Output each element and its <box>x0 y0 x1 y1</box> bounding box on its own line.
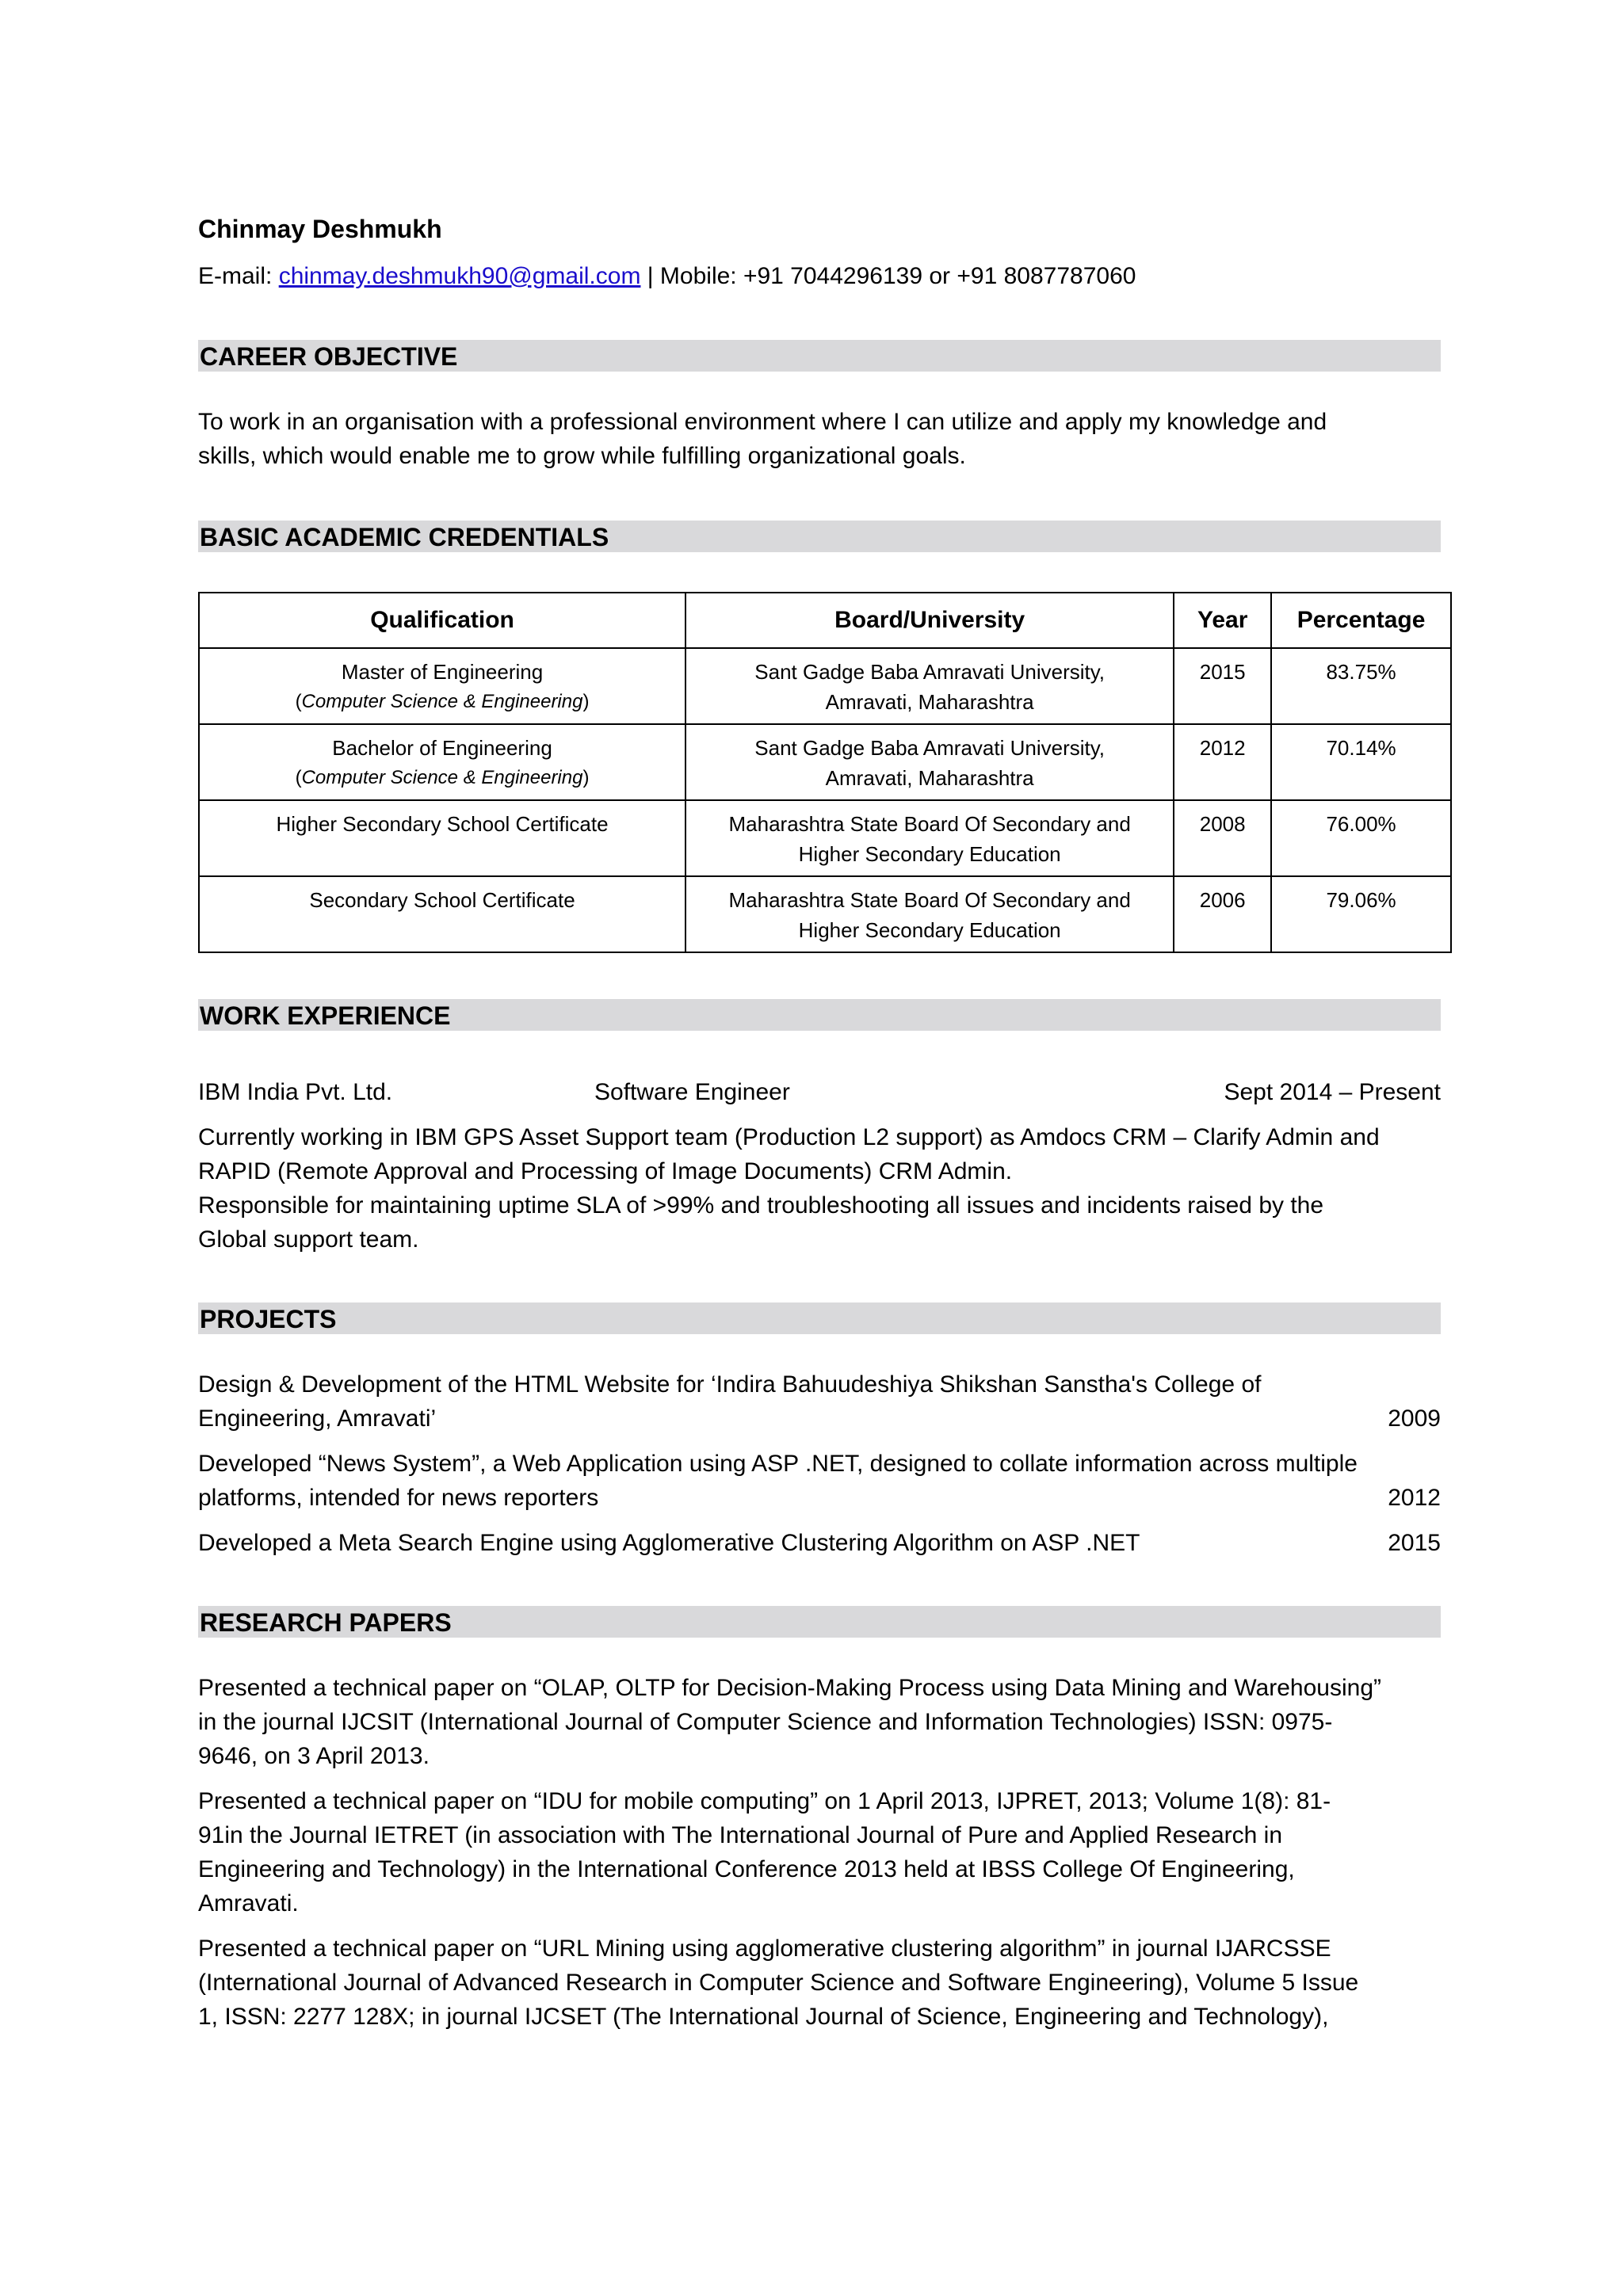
project-text: Engineering, Amravati’ <box>198 1405 437 1432</box>
research-item <box>198 1932 1441 2034</box>
research-line: 91in the Journal IETRET (in association with The International Journal of Pure and Applied Research in <box>198 1822 1283 1848</box>
project-text: Design & Development of the HTML Website for ‘Indira Bahuudeshiya Shikshan Sanstha's College of <box>198 1371 1262 1398</box>
job-title: Software Engineer <box>594 1079 790 1105</box>
job-desc-line: RAPID (Remote Approval and Processing of Image Documents) CRM Admin. <box>198 1158 1013 1184</box>
board-line: Maharashtra State Board Of Secondary and <box>728 812 1131 836</box>
qualification-sub: (Computer Science & Engineering) <box>295 691 590 712</box>
objective-line: skills, which would enable me to grow while fulfilling organizational goals. <box>198 443 966 469</box>
board-line: Sant Gadge Baba Amravati University, <box>754 660 1106 684</box>
percentage-cell: 70.14% <box>1271 724 1451 800</box>
research-line: 1, ISSN: 2277 128X; in journal IJCSET (The International Journal of Science, Engineering and Technology), <box>198 2004 1329 2030</box>
project-item <box>198 1447 1441 1515</box>
research-item <box>198 1784 1441 1920</box>
project-text: Developed a Meta Search Engine using Agglomerative Clustering Algorithm on ASP .NET <box>198 1530 1140 1556</box>
header-percentage: Percentage <box>1271 593 1451 648</box>
project-line <box>198 1402 1441 1436</box>
research-item <box>198 1671 1441 1773</box>
research-line: 9646, on 3 April 2013. <box>198 1743 430 1769</box>
project-line <box>198 1526 1441 1560</box>
job-company: IBM India Pvt. Ltd. <box>198 1079 393 1105</box>
research-line: Presented a technical paper on “URL Mining using agglomerative clustering algorithm” in journal IJARCSSE <box>198 1936 1331 1962</box>
header-qualification: Qualification <box>199 593 685 648</box>
board-cell <box>685 800 1174 876</box>
project-item <box>198 1367 1441 1436</box>
board-line: Higher Secondary Education <box>798 918 1061 942</box>
board-line: Amravati, Maharashtra <box>825 766 1034 790</box>
qualification-cell <box>199 724 685 800</box>
qualification-cell: Secondary School Certificate <box>199 876 685 952</box>
year-cell: 2012 <box>1174 724 1271 800</box>
project-text: Developed “News System”, a Web Application using ASP .NET, designed to collate information across multiple <box>198 1451 1358 1477</box>
table-row <box>199 800 1451 876</box>
board-cell <box>685 876 1174 952</box>
project-year: 2012 <box>1388 1485 1441 1511</box>
candidate-name: Chinmay Deshmukh <box>198 215 442 243</box>
year-cell: 2006 <box>1174 876 1271 952</box>
research-line: Amravati. <box>198 1890 299 1917</box>
project-item <box>198 1526 1441 1560</box>
qualification-sub: (Computer Science & Engineering) <box>295 767 590 788</box>
academic-table <box>198 592 1452 953</box>
research-line: Engineering and Technology) in the International Conference 2013 held at IBSS College Of Engineering, <box>198 1856 1295 1882</box>
email-link[interactable]: chinmay.deshmukh90@gmail.com <box>278 263 641 289</box>
header-board: Board/University <box>685 593 1174 648</box>
board-line: Amravati, Maharashtra <box>825 690 1034 714</box>
qualification-cell: Higher Secondary School Certificate <box>199 800 685 876</box>
section-academic: BASIC ACADEMIC CREDENTIALS <box>198 521 1441 552</box>
board-line: Maharashtra State Board Of Secondary and <box>728 888 1131 912</box>
job-desc-line: Responsible for maintaining uptime SLA of >99% and troubleshooting all issues and incidents raised by the <box>198 1192 1324 1219</box>
table-header-row <box>199 593 1451 648</box>
job-desc-line: Currently working in IBM GPS Asset Support team (Production L2 support) as Amdocs CRM – Clarify Admin and <box>198 1124 1380 1150</box>
section-career-objective: CAREER OBJECTIVE <box>198 340 1441 372</box>
email-label: E-mail: <box>198 263 279 289</box>
job-header <box>198 1075 1441 1109</box>
objective-line: To work in an organisation with a professional environment where I can utilize and apply my knowledge and <box>198 409 1327 435</box>
job-desc-line: Global support team. <box>198 1226 419 1253</box>
table-row <box>199 876 1451 952</box>
section-research: RESEARCH PAPERS <box>198 1606 1441 1638</box>
resume-content <box>198 210 1441 2034</box>
year-cell: 2015 <box>1174 648 1271 724</box>
table-row <box>199 724 1451 800</box>
qualification-name: Bachelor of Engineering <box>332 736 552 760</box>
project-text: platforms, intended for news reporters <box>198 1485 599 1511</box>
research-line: Presented a technical paper on “IDU for mobile computing” on 1 April 2013, IJPRET, 2013; Volume 1(8): 81- <box>198 1788 1331 1814</box>
project-year: 2009 <box>1388 1405 1441 1432</box>
section-work-experience: WORK EXPERIENCE <box>198 999 1441 1031</box>
board-line: Sant Gadge Baba Amravati University, <box>754 736 1106 760</box>
percentage-cell: 79.06% <box>1271 876 1451 952</box>
percentage-cell: 83.75% <box>1271 648 1451 724</box>
board-line: Higher Secondary Education <box>798 842 1061 866</box>
mobile-text: | Mobile: +91 7044296139 or +91 8087787060 <box>640 263 1136 289</box>
research-line: in the journal IJCSIT (International Journal of Computer Science and Information Technologies) ISSN: 0975- <box>198 1709 1333 1735</box>
project-line <box>198 1481 1441 1515</box>
objective-text <box>198 405 1441 473</box>
job-dates: Sept 2014 – Present <box>1224 1079 1441 1105</box>
research-line: Presented a technical paper on “OLAP, OLTP for Decision-Making Process using Data Mining and Warehousing” <box>198 1675 1381 1701</box>
research-line: (International Journal of Advanced Research in Computer Science and Software Engineering), Volume 5 Issue <box>198 1970 1359 1996</box>
header-year: Year <box>1174 593 1271 648</box>
section-projects: PROJECTS <box>198 1302 1441 1334</box>
qualification-cell <box>199 648 685 724</box>
year-cell: 2008 <box>1174 800 1271 876</box>
project-year: 2015 <box>1388 1530 1441 1556</box>
percentage-cell: 76.00% <box>1271 800 1451 876</box>
table-row <box>199 648 1451 724</box>
qualification-name: Master of Engineering <box>341 660 544 684</box>
contact-line <box>198 259 1441 294</box>
job-description <box>198 1120 1441 1257</box>
board-cell <box>685 724 1174 800</box>
board-cell <box>685 648 1174 724</box>
